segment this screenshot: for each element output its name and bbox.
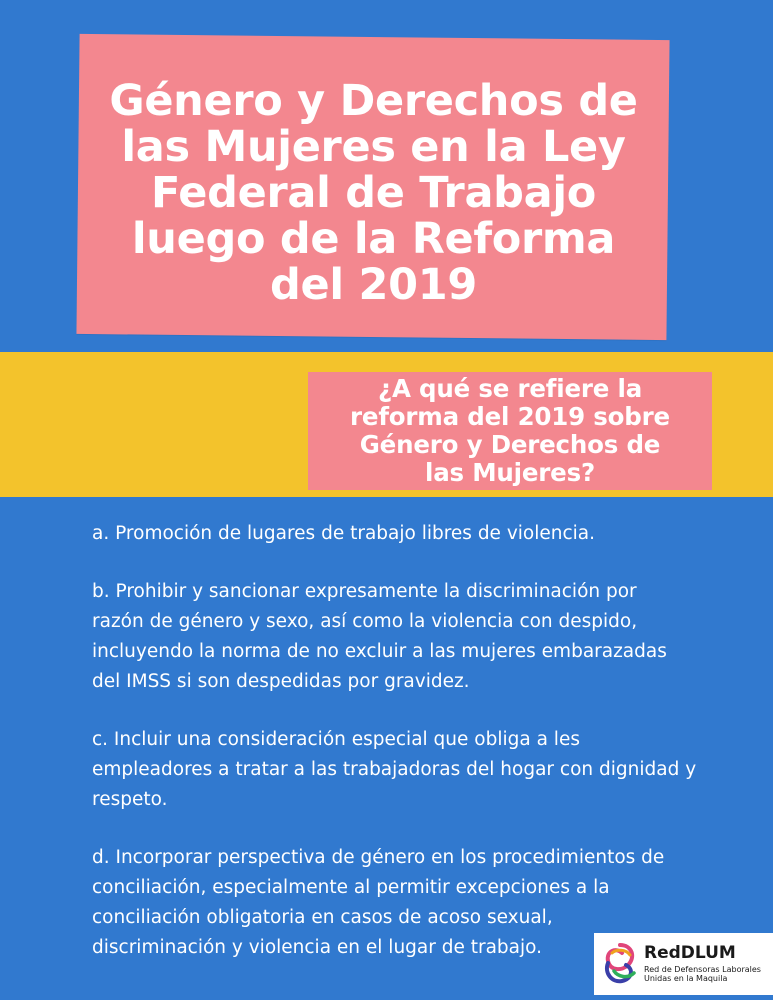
logo-subtitle: Red de Defensoras Laborales Unidas en la Maquila (644, 965, 761, 983)
list-item: c. Incluir una consideración especial que obliga a les empleadores a tratar a las trabajadoras del hogar con dignidad y respeto. (92, 729, 697, 810)
list-item: b. Prohibir y sancionar expresamente la discriminación por razón de género y sexo, así como la violencia con despido, incluyendo la norma de no excluir a las mujeres embarazadas del IMSS si son despedidas por gravidez. (92, 581, 667, 692)
reddlum-logo (594, 933, 773, 995)
reform-points-list (92, 519, 752, 991)
list-item: d. Incorporar perspectiva de género en los procedimientos de conciliación, especialmente al permitir excepciones a la conciliación obligatoria en casos de acoso sexual, discriminación y violencia en el lugar de trabajo. (92, 847, 665, 958)
list-item: a. Promoción de lugares de trabajo libres de violencia. (92, 523, 596, 544)
question-heading: ¿A qué se refiere la reforma del 2019 sobre Género y Derechos de las Mujeres? (350, 374, 670, 487)
logo-name: RedDLUM (644, 943, 736, 963)
knot-logo-icon (600, 941, 640, 987)
page-title: Género y Derechos de las Mujeres en la Ley Federal de Trabajo luego de la Reforma del 2019 (109, 76, 638, 310)
